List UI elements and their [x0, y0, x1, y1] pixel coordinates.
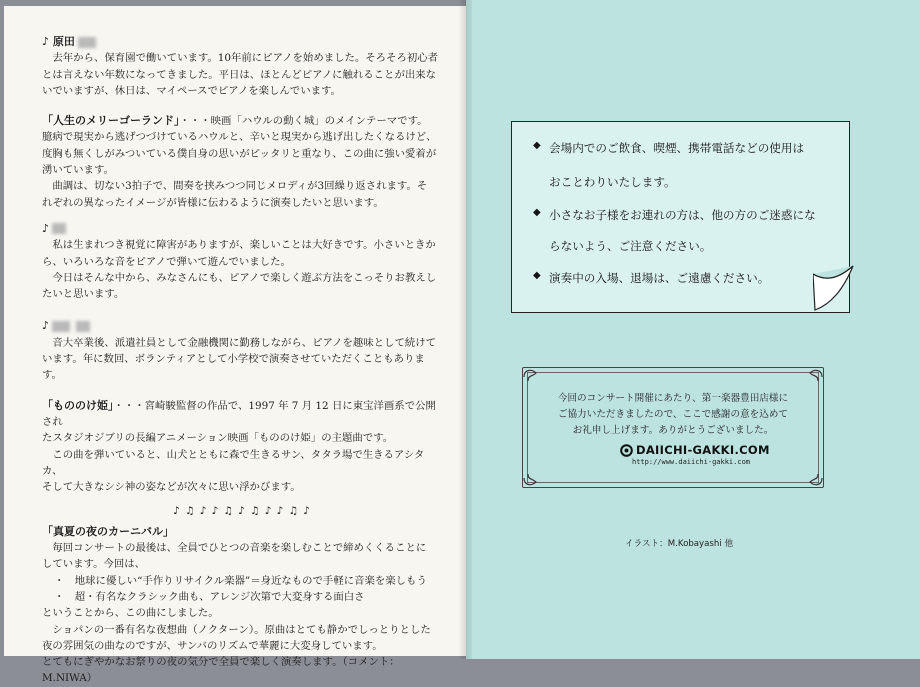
text-line: この曲を弾いていると、山犬とともに森で生きるサン、タタラ場で生きるアシタカ、 [42, 448, 425, 477]
performer-name: ♪ [42, 318, 442, 334]
song-section-2 [42, 113, 442, 211]
text-line: とは言えない年数になってきました。平日は、ほとんどピアノに触れることが出来な [42, 68, 437, 81]
text-line: とてもにぎやかなお祭りの夜の気分で全員で楽しく演奏します。（コメント：M.NIWA） [42, 656, 400, 685]
notice-item: ◆ 演奏中の入場、退場は、ご遠慮ください。 [533, 270, 770, 285]
blurred-name [76, 321, 90, 332]
text-line: ということから、この曲にしました。 [42, 607, 219, 620]
performer-name: ♪ 原田 [42, 34, 442, 50]
right-page [466, 0, 920, 659]
text-line: ・ 地球に優しい“手作りリサイクル楽器”＝身近なもので手軽に音楽を楽しもう [54, 574, 427, 587]
song-title: 「もののけ姫」 [42, 398, 114, 412]
blurred-name [78, 37, 96, 48]
song-heading: 「もののけ姫」・・・宮崎駿監督の作品で、1997 年 7 月 12 日に東宝洋画系で公開され [42, 398, 436, 428]
text-line: ショパンの一番有名な夜想曲（ノクターン）。原曲はとても静かでしっとりとした [52, 623, 431, 636]
blurred-name [52, 223, 66, 234]
notice-item: ◆ 小さなお子様をお連れの方は、他の方のご迷惑にな [533, 207, 816, 222]
text-line: 音大卒業後、派遣社員として金融機関に勤務しながら、ピアノを趣味として続けて [52, 336, 437, 349]
thanks-line: お礼申し上げます。ありがとうございました。 [572, 425, 774, 436]
thanks-line: 今回のコンサート開催にあたり、第一楽器豊田店様に [557, 393, 789, 404]
performer-section-3 [42, 221, 442, 302]
text-line: 毎回コンサートの最後は、全員でひとつの音楽を楽しむことで締めくくることに [52, 542, 427, 555]
text-line: 度胸も無くしがみついている僕自身の思いがピッタリと重なり、この曲に強い愛着が [42, 147, 437, 160]
program-notes [42, 34, 442, 687]
notice-item-cont: おことわりいたします。 [549, 175, 676, 189]
logo-mark-icon [620, 444, 633, 457]
performer-name: ♪ [42, 221, 442, 237]
text-line: 曲調は、切ない3拍子で、間奏を挟みつつ同じメロディが3回繰り返されます。そ [52, 180, 428, 193]
text-line: しています。今回は、 [42, 558, 146, 571]
daiichi-gakki-logo: DAIICHI-GAKKI.COM [620, 443, 770, 457]
diamond-bullet-icon: ◆ [533, 140, 541, 151]
text-line: そして大きなシシ神の姿などが次々に思い浮かびます。 [42, 481, 301, 494]
text-line: 夜の雰囲気の曲なのですが、サンバのリズムで華麗に大変身しています。 [42, 639, 383, 652]
text-line: 私は生まれつき視覚に障害がありますが、楽しいことは大好きです。小さいときか [52, 239, 436, 252]
text-line: れぞれの異なったイメージが皆様に伝わるように演奏したいと思います。 [42, 196, 384, 209]
performer-section-4 [42, 318, 442, 383]
diamond-bullet-icon: ◆ [533, 207, 541, 218]
diamond-bullet-icon: ◆ [533, 270, 541, 281]
text-line: ら、いろいろな音をピアノで弾いて遊んでいました。 [42, 255, 291, 268]
song-title: 「真夏の夜のカーニバル」 [42, 524, 174, 538]
logo-url: http://www.daiichi-gakki.com [632, 458, 751, 466]
text-line: 湧いています。 [42, 164, 114, 177]
performer-section-1 [42, 34, 442, 99]
illustration-credit: イラスト：M.Kobayashi 他 [625, 539, 734, 549]
text-line: たスタジオジブリの長編アニメーション映画「もののけ姫」の主題曲です。 [42, 432, 394, 445]
notice-box [511, 121, 850, 313]
notice-item: ◆ 会場内でのご飲食、喫煙、携帯電話などの使用は [533, 140, 805, 155]
blurred-name [52, 321, 70, 332]
sponsor-thanks-box [522, 367, 824, 488]
song-title: 「人生のメリーゴーランド」 [42, 114, 180, 128]
notice-item-cont: らないよう、ご注意ください。 [549, 239, 712, 253]
page-curl-icon [813, 264, 861, 312]
song-section-5 [42, 398, 442, 496]
song-heading: 「人生のメリーゴーランド」・・・映画「ハウルの動く城」のメインテーマです。 [42, 114, 428, 128]
text-line: いでいますが、休日は、マイペースでピアノを楽しんでいます。 [42, 84, 341, 97]
text-line: 今日はそんな中から、みなさんにも、ピアノで楽しく遊ぶ方法をこっそりお教えし [52, 271, 437, 284]
text-line: ・ 超・有名なクラシック曲も、アレンジ次第で大変身する面白さ [54, 590, 365, 603]
song-section-6 [42, 524, 442, 687]
thanks-line: ご協力いただきましたので、ここで感謝の意を込めて [557, 409, 789, 420]
text-line: たいと思います。 [42, 288, 125, 301]
text-line: います。年に数回、ボランティアとして小学校で演奏させていただくこともあります。 [42, 353, 425, 382]
music-notes-decoration: ♪ ♫ ♪ ♪ ♫ ♪ ♫ ♪ ♪ ♫ ♪ [173, 505, 311, 518]
text-line: 臆病で現実から逃げつづけているハウルと、辛いと現実から逃げ出したくなるけど、 [42, 131, 437, 144]
text-line: 去年から、保育園で働いています。10年前にピアノを始めました。そろそろ初心者 [52, 52, 439, 65]
